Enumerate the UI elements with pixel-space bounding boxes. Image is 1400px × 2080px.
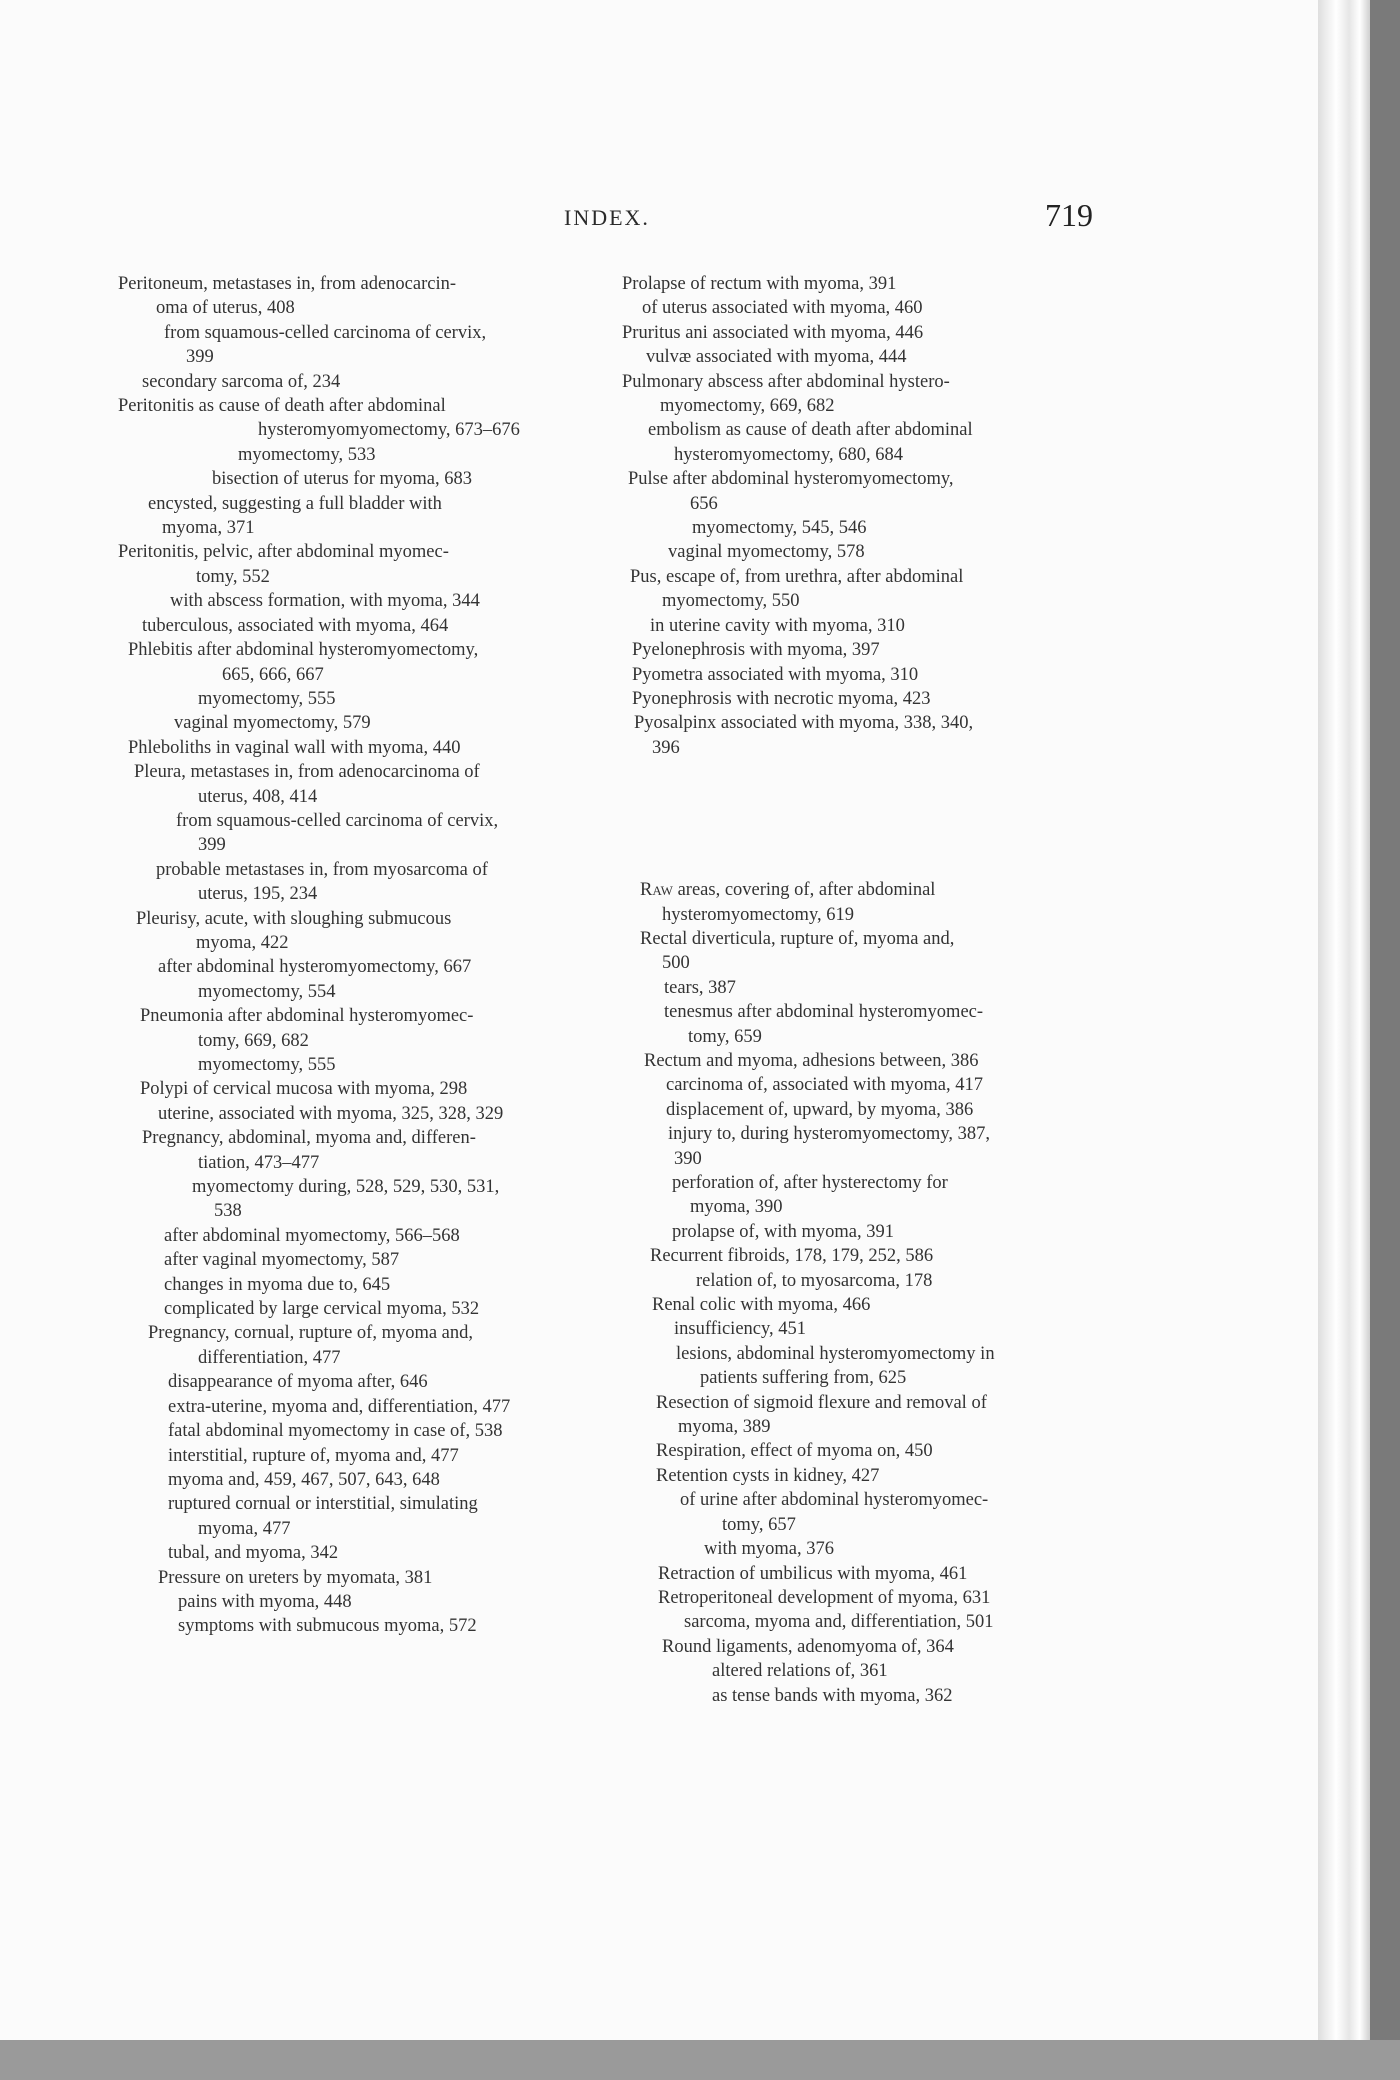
index-entry: from squamous-celled carcinoma of cervix, <box>176 810 499 831</box>
index-entry: Pregnancy, cornual, rupture of, myoma and, <box>148 1323 474 1344</box>
index-entry: 500 <box>662 953 690 974</box>
index-column-right <box>622 272 1122 1708</box>
index-entry: after abdominal myomectomy, 566–568 <box>164 1225 460 1246</box>
index-entry: myomectomy, 555 <box>198 688 336 709</box>
index-entry: tiation, 473–477 <box>198 1152 320 1173</box>
index-entry: myomectomy, 555 <box>198 1055 336 1075</box>
index-entry: Pus, escape of, from urethra, after abdominal <box>630 566 964 587</box>
index-entry: uterine, associated with myoma, 325, 328, 329 <box>158 1103 504 1124</box>
index-entry: changes in myoma due to, 645 <box>164 1274 391 1295</box>
index-entry: pains with myoma, 448 <box>178 1591 352 1612</box>
index-entry: probable metastases in, from myosarcoma of <box>156 859 488 880</box>
index-entry: Recurrent fibroids, 178, 179, 252, 586 <box>650 1246 934 1267</box>
index-entry: tomy, 552 <box>196 566 270 587</box>
index-entry: 656 <box>690 493 718 514</box>
index-entry: myomectomy, 545, 546 <box>692 518 867 539</box>
index-entry: of uterus associated with myoma, 460 <box>642 298 923 319</box>
index-entry: Retraction of umbilicus with myoma, 461 <box>658 1563 968 1584</box>
index-entry: embolism as cause of death after abdominal <box>648 420 973 441</box>
index-entry: Peritoneum, metastases in, from adenocarcin- <box>118 274 457 294</box>
index-entry: 538 <box>214 1201 242 1222</box>
index-entry: Pregnancy, abdominal, myoma and, differen- <box>142 1128 476 1149</box>
index-entry: hysteromyomyomectomy, 673–676 <box>258 420 520 441</box>
index-entry: altered relations of, 361 <box>712 1661 888 1682</box>
index-entry: Prolapse of rectum with myoma, 391 <box>622 274 897 294</box>
index-entry: Pruritus ani associated with myoma, 446 <box>622 322 924 343</box>
index-entry: bisection of uterus for myoma, 683 <box>212 469 472 490</box>
index-entry: Pyometra associated with myoma, 310 <box>632 664 919 685</box>
index-entry: lesions, abdominal hysteromyomectomy in <box>676 1343 995 1364</box>
index-entry: in uterine cavity with myoma, 310 <box>650 615 905 636</box>
index-entry: vaginal myomectomy, 579 <box>174 713 371 734</box>
index-entry: uterus, 408, 414 <box>198 786 318 807</box>
index-entry: myoma, 389 <box>678 1417 771 1438</box>
index-column-left <box>118 272 618 1639</box>
index-entry: myoma, 477 <box>198 1518 291 1539</box>
index-entry: vaginal myomectomy, 578 <box>668 542 865 563</box>
index-entry: ruptured cornual or interstitial, simulating <box>168 1494 478 1515</box>
index-block-r <box>622 878 1122 1708</box>
index-entry: myomectomy, 554 <box>198 981 336 1002</box>
index-entry: Pulse after abdominal hysteromyomectomy, <box>628 469 954 490</box>
index-entry: with abscess formation, with myoma, 344 <box>170 591 480 612</box>
index-entry: Pleura, metastases in, from adenocarcinoma of <box>134 762 480 783</box>
index-entry: Round ligaments, adenomyoma of, 364 <box>662 1636 954 1657</box>
small-caps-word: Raw <box>640 880 673 901</box>
index-entry: Pleurisy, acute, with sloughing submucous <box>136 908 452 929</box>
index-entry: sarcoma, myoma and, differentiation, 501 <box>684 1612 994 1633</box>
index-entry: myoma, 371 <box>162 518 255 539</box>
index-entry: myoma, 390 <box>690 1197 783 1218</box>
index-entry: Resection of sigmoid flexure and removal of <box>656 1392 987 1413</box>
index-entry: 399 <box>186 347 214 368</box>
index-entry: hysteromyomectomy, 680, 684 <box>674 444 903 465</box>
index-entry: Rectum and myoma, adhesions between, 386 <box>644 1050 979 1071</box>
index-entry: carcinoma of, associated with myoma, 417 <box>666 1075 983 1096</box>
index-entry: extra-uterine, myoma and, differentiation, 477 <box>168 1396 511 1417</box>
index-entry: Raw areas, covering of, after abdominal <box>640 880 936 901</box>
index-entry: tenesmus after abdominal hysteromyomec- <box>664 1002 984 1023</box>
index-entry: complicated by large cervical myoma, 532 <box>164 1299 480 1320</box>
index-entry: Renal colic with myoma, 466 <box>652 1295 871 1316</box>
index-entry: of urine after abdominal hysteromyomec- <box>680 1490 989 1511</box>
index-entry: with myoma, 376 <box>704 1539 835 1560</box>
index-entry: Peritonitis, pelvic, after abdominal myomec- <box>118 542 449 563</box>
index-entry: interstitial, rupture of, myoma and, 477 <box>168 1445 459 1466</box>
index-entry: injury to, during hysteromyomectomy, 387, <box>668 1124 990 1145</box>
scan-background-right <box>1370 0 1400 2080</box>
index-entry: Phlebitis after abdominal hysteromyomectomy, <box>128 640 479 661</box>
index-entry: Pyelonephrosis with myoma, 397 <box>632 640 880 661</box>
page-header <box>0 197 1318 245</box>
index-entry: differentiation, 477 <box>198 1347 341 1368</box>
index-entry: myomectomy, 669, 682 <box>660 396 835 417</box>
index-entry: tomy, 669, 682 <box>198 1030 309 1051</box>
index-entry: Retroperitoneal development of myoma, 631 <box>658 1587 991 1608</box>
index-entry: prolapse of, with myoma, 391 <box>672 1221 894 1242</box>
index-entry: Pneumonia after abdominal hysteromyomec- <box>140 1006 474 1027</box>
index-entry: myomectomy, 533 <box>238 444 376 465</box>
index-entry: myoma and, 459, 467, 507, 643, 648 <box>168 1469 440 1490</box>
index-entry: tomy, 659 <box>688 1026 762 1047</box>
index-entry: 396 <box>652 737 680 758</box>
index-entry: tubal, and myoma, 342 <box>168 1543 339 1564</box>
index-entry: uterus, 195, 234 <box>198 884 318 905</box>
index-entry: relation of, to myosarcoma, 178 <box>696 1270 933 1291</box>
index-entry: after abdominal hysteromyomectomy, 667 <box>158 957 472 978</box>
index-entry: hysteromyomectomy, 619 <box>662 904 854 925</box>
index-entry: displacement of, upward, by myoma, 386 <box>666 1099 974 1120</box>
index-entry: myomectomy during, 528, 529, 530, 531, <box>192 1177 500 1198</box>
index-block-p <box>622 272 1122 760</box>
index-entry: Pressure on ureters by myomata, 381 <box>158 1567 433 1588</box>
index-entry: 399 <box>198 835 226 856</box>
index-entry: Rectal diverticula, rupture of, myoma and, <box>640 928 955 949</box>
index-entry: oma of uterus, 408 <box>156 298 295 319</box>
index-entry: encysted, suggesting a full bladder with <box>148 493 442 514</box>
index-entry: secondary sarcoma of, 234 <box>142 371 341 392</box>
running-head: INDEX. <box>564 205 650 230</box>
index-entry: tomy, 657 <box>722 1514 796 1535</box>
page-number: 719 <box>1045 197 1093 233</box>
index-entry: Phleboliths in vaginal wall with myoma, 440 <box>128 737 461 758</box>
index-entry: Pyonephrosis with necrotic myoma, 423 <box>632 688 931 709</box>
index-entry: myoma, 422 <box>196 932 289 953</box>
page-edge-stack <box>1318 0 1370 2040</box>
index-entry: fatal abdominal myomectomy in case of, 538 <box>168 1421 503 1442</box>
scan-background-bottom <box>0 2040 1400 2080</box>
index-entry: tears, 387 <box>664 977 736 998</box>
index-entry: Respiration, effect of myoma on, 450 <box>656 1441 933 1462</box>
index-entry: vulvæ associated with myoma, 444 <box>646 347 907 368</box>
index-entry: 390 <box>674 1148 702 1169</box>
index-entry: Pulmonary abscess after abdominal hystero- <box>622 371 950 392</box>
index-entry: Retention cysts in kidney, 427 <box>656 1465 880 1486</box>
index-entry: perforation of, after hysterectomy for <box>672 1173 948 1193</box>
index-entry: insufficiency, 451 <box>674 1319 807 1340</box>
index-entry: Pyosalpinx associated with myoma, 338, 340, <box>634 713 974 734</box>
index-entry: patients suffering from, 625 <box>700 1368 907 1389</box>
index-entry: as tense bands with myoma, 362 <box>712 1685 953 1706</box>
index-entry: 665, 666, 667 <box>222 664 324 685</box>
index-entry: disappearance of myoma after, 646 <box>168 1372 428 1393</box>
index-entry: from squamous-celled carcinoma of cervix, <box>164 322 487 343</box>
index-entry: myomectomy, 550 <box>662 591 800 612</box>
index-entry: after vaginal myomectomy, 587 <box>164 1250 400 1271</box>
index-entry: Polypi of cervical mucosa with myoma, 298 <box>140 1079 468 1100</box>
letter-gap <box>622 760 1122 878</box>
index-entry: symptoms with submucous myoma, 572 <box>178 1616 477 1637</box>
index-entry: tuberculous, associated with myoma, 464 <box>142 615 449 636</box>
index-entry: Peritonitis as cause of death after abdominal <box>118 396 446 417</box>
